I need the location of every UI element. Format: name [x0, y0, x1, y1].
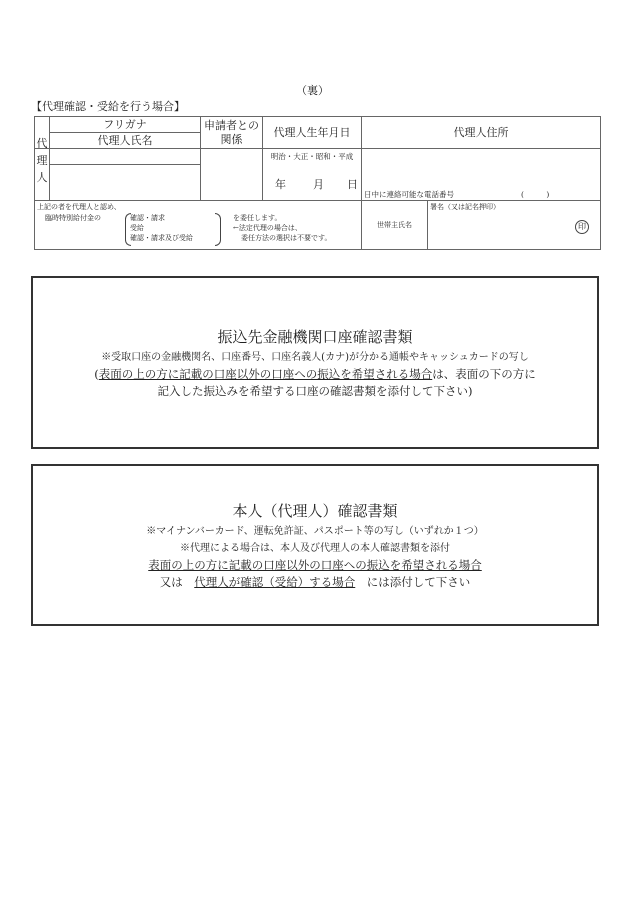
id-box-note1: ※マイナンバーカード、運転免許証、パスポート等の写し（いずれか１つ）	[146, 526, 484, 537]
id-box-agent-condition: 代理人が確認（受給）する場合	[194, 575, 356, 589]
delegation-option-both[interactable]: 確認・請求及び受給	[130, 234, 193, 242]
furigana-input[interactable]	[50, 149, 200, 164]
delegation-entrust: を委任します。	[233, 214, 282, 222]
signature-label: 署名（又は記名押印）	[430, 203, 500, 211]
relation-input[interactable]	[201, 149, 262, 200]
signature-input[interactable]	[428, 212, 600, 250]
header-dob: 代理人生年月日	[273, 126, 351, 139]
bank-box-title: 振込先金融機関口座確認書類	[217, 328, 413, 346]
side-char: 代	[36, 137, 48, 150]
bank-box-line2: 記入した振込みを希望する口座の確認書類を添付して下さい)	[157, 384, 473, 398]
delegation-option-confirm[interactable]: 確認・請求	[130, 214, 165, 222]
dob-year-label: 年	[275, 178, 286, 191]
id-box-note2: ※代理による場合は、本人及び代理人の本人確認書類を添付	[180, 543, 450, 554]
paren-open: (	[94, 367, 99, 381]
phone-input[interactable]: ( )	[521, 190, 550, 199]
delegation-intro: 上記の者を代理人と認め、	[37, 203, 121, 211]
side-char: 理	[36, 154, 48, 167]
address-input[interactable]	[362, 149, 600, 187]
agent-side-label	[35, 135, 49, 186]
header-agent-name: 代理人氏名	[97, 134, 153, 147]
bank-box-line1-suffix: は、表面の下の方に	[432, 367, 536, 381]
header-relation-2: 関係	[220, 133, 243, 146]
header-furigana: フリガナ	[103, 118, 147, 131]
seal-icon: 印	[575, 220, 589, 234]
id-document-box	[31, 464, 599, 626]
householder-label: 世帯主氏名	[377, 221, 412, 229]
header-address: 代理人住所	[453, 126, 509, 139]
id-box-line4	[33, 574, 597, 591]
bank-box-condition: 表面の上の方に記載の口座以外の口座への振込を希望される場合	[98, 367, 433, 381]
id-box-line3: 表面の上の方に記載の口座以外の口座への振込を希望される場合	[148, 558, 482, 572]
delegation-benefit: 臨時特別給付金の	[45, 214, 101, 222]
legal-agent-note-2: 委任方法の選択は不要です。	[241, 234, 332, 242]
daytime-phone-label: 日中に連絡可能な電話番号	[364, 190, 454, 199]
dob-month-label: 月	[313, 178, 324, 191]
id-box-line4-prefix: 又は	[159, 575, 195, 589]
bank-box-note: ※受取口座の金融機関名、口座番号、口座名義人(カナ)が分かる通帳やキャッシュカードの写し	[101, 352, 529, 363]
id-box-line4-suffix: には添付して下さい	[355, 575, 471, 589]
agent-name-input[interactable]	[50, 165, 200, 200]
delegation-option-receive[interactable]: 受給	[130, 224, 144, 232]
page-side-label: （裏）	[296, 84, 329, 97]
dob-era-options[interactable]: 明治・大正・昭和・平成	[270, 152, 354, 161]
dob-day-label: 日	[347, 178, 358, 191]
header-relation-1: 申請者との	[204, 119, 259, 132]
bank-document-box	[31, 276, 599, 449]
right-brace	[215, 213, 221, 246]
bank-box-line1	[33, 366, 597, 383]
side-char: 人	[36, 171, 48, 184]
id-box-title: 本人（代理人）確認書類	[232, 502, 398, 520]
agent-form-table	[34, 116, 601, 250]
legal-agent-note-1: ←法定代理の場合は、	[233, 224, 302, 232]
section-title: 【代理確認・受給を行う場合】	[31, 100, 185, 113]
